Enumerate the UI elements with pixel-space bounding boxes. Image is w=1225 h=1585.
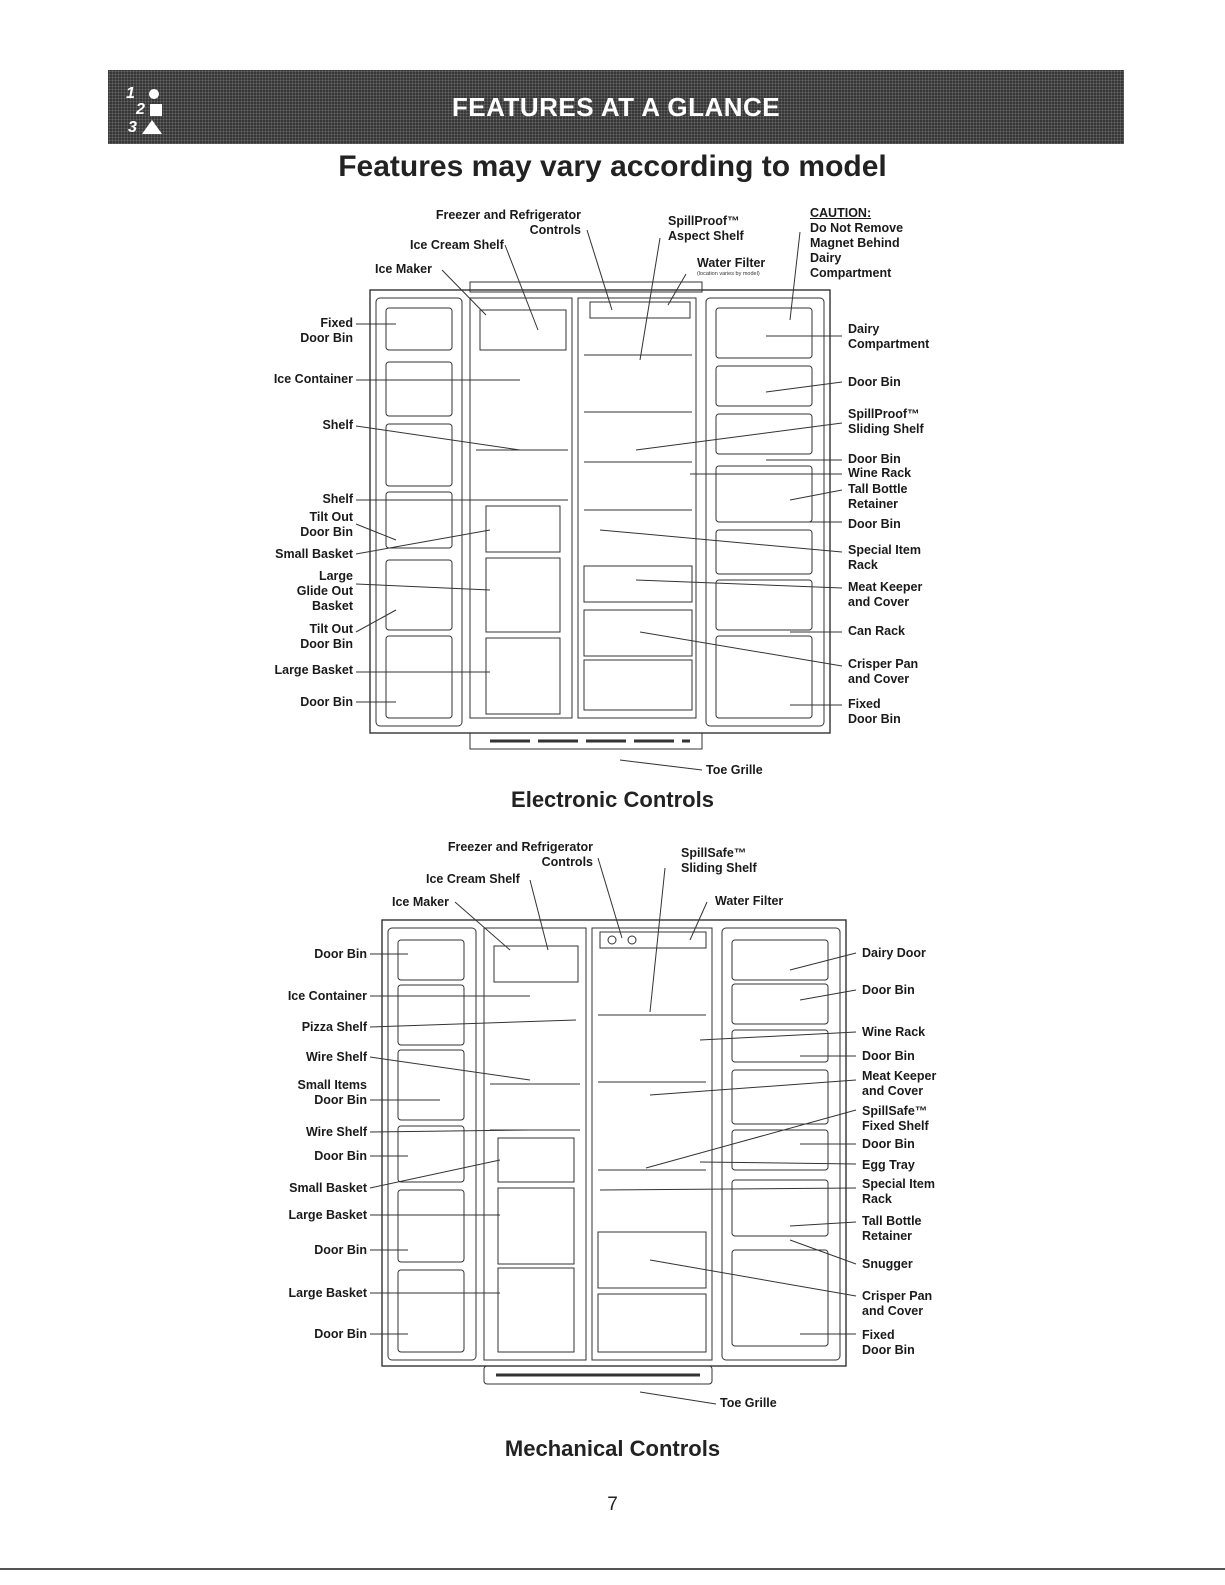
left-label: Large Basket <box>288 1208 367 1222</box>
right-label: Door Bin <box>848 452 901 466</box>
right-label: Tall Bottle Retainer <box>862 1214 922 1243</box>
step-digit-1: 1 <box>126 85 135 102</box>
label-water-filter-note: (location varies by model) <box>697 271 760 277</box>
label-toe-grille-electronic: Toe Grille <box>706 763 763 777</box>
right-label: Door Bin <box>848 375 901 389</box>
left-label: Door Bin <box>314 1243 367 1257</box>
label-ice-cream-shelf: Ice Cream Shelf <box>410 238 504 252</box>
left-label: Wire Shelf <box>305 1050 367 1064</box>
right-label: Crisper Pan and Cover <box>862 1289 933 1318</box>
label-ice-cream-shelf-mech: Ice Cream Shelf <box>426 872 520 886</box>
left-label: Fixed Door Bin <box>300 316 353 345</box>
left-label: Large Basket <box>288 1286 367 1300</box>
left-label: Large Glide Out Basket <box>296 569 353 613</box>
mechanical-fridge-drawing <box>370 858 856 1404</box>
section-title-mechanical: Mechanical Controls <box>504 1436 721 1461</box>
label-spillproof-aspect-shelf: SpillProof™ Aspect Shelf <box>668 214 744 243</box>
page-number: 7 <box>607 1494 618 1515</box>
electronic-fridge-drawing <box>356 230 842 770</box>
right-label: Crisper Pan and Cover <box>848 657 919 686</box>
left-label: Door Bin <box>314 1327 367 1341</box>
label-fr-controls-mech: Freezer and Refrigerator Controls <box>447 840 593 869</box>
right-label: Tall Bottle Retainer <box>848 482 908 511</box>
left-label: Shelf <box>322 492 353 506</box>
right-label: Meat Keeper and Cover <box>862 1069 937 1098</box>
right-label: Snugger <box>862 1257 913 1271</box>
right-label: Dairy Door <box>862 946 926 960</box>
right-label: Door Bin <box>848 517 901 531</box>
label-water-filter: Water Filter <box>697 256 766 270</box>
left-label: Door Bin <box>314 1149 367 1163</box>
label-caution: CAUTION: Do Not Remove Magnet Behind Dairy Compartment <box>810 206 904 280</box>
left-label: Small Basket <box>275 547 353 561</box>
right-label: Can Rack <box>848 624 905 638</box>
section-title-electronic: Electronic Controls <box>511 787 714 812</box>
right-label: Dairy Compartment <box>848 322 930 351</box>
label-spillsafe-sliding-shelf: SpillSafe™ Sliding Shelf <box>681 846 757 875</box>
right-label: Wine Rack <box>848 466 912 480</box>
right-label: Fixed Door Bin <box>848 697 901 726</box>
left-label: Ice Container <box>273 372 353 386</box>
step-digit-3: 3 <box>128 119 137 136</box>
left-label: Large Basket <box>274 663 353 677</box>
left-label: Door Bin <box>300 695 353 709</box>
label-toe-grille-mechanical: Toe Grille <box>720 1396 777 1410</box>
right-label: Special Item Rack <box>862 1177 935 1206</box>
label-fr-controls: Freezer and Refrigerator Controls <box>435 208 581 237</box>
label-ice-maker-mech: Ice Maker <box>392 895 449 909</box>
label-water-filter-mech: Water Filter <box>715 894 784 908</box>
page-bottom-rule <box>0 1568 1225 1570</box>
left-label: Tilt Out Door Bin <box>300 622 353 651</box>
label-ice-maker: Ice Maker <box>375 262 432 276</box>
left-label: Wire Shelf <box>305 1125 367 1139</box>
left-label: Pizza Shelf <box>301 1020 367 1034</box>
right-label: Door Bin <box>862 983 915 997</box>
page-subtitle: Features may vary according to model <box>338 150 887 183</box>
right-label: Meat Keeper and Cover <box>848 580 923 609</box>
left-label: Ice Container <box>287 989 367 1003</box>
right-label: Door Bin <box>862 1137 915 1151</box>
left-label: Tilt Out Door Bin <box>300 510 353 539</box>
left-label: Small Items Door Bin <box>297 1078 367 1107</box>
right-label: Door Bin <box>862 1049 915 1063</box>
step-digit-2: 2 <box>136 101 145 118</box>
right-label: Fixed Door Bin <box>862 1328 915 1357</box>
right-label: Egg Tray <box>862 1158 915 1172</box>
right-label: Special Item Rack <box>848 543 921 572</box>
left-label: Shelf <box>322 418 353 432</box>
right-label: SpillProof™ Sliding Shelf <box>848 407 924 436</box>
right-label: SpillSafe™ Fixed Shelf <box>862 1104 929 1133</box>
page-title: FEATURES AT A GLANCE <box>451 92 781 122</box>
right-label: Wine Rack <box>862 1025 926 1039</box>
left-label: Door Bin <box>314 947 367 961</box>
left-label: Small Basket <box>289 1181 367 1195</box>
